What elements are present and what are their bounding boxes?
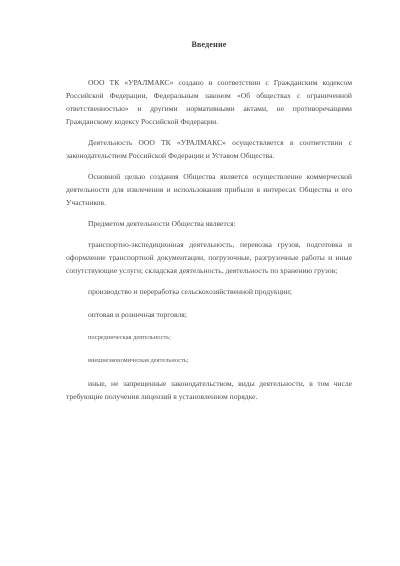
paragraph-4: Предметом деятельности Общества является: [88, 219, 236, 228]
list-item-3: посредническая деятельность; [88, 334, 171, 341]
paragraph-5: транспортно-экспедиционная деятельность, перевозка грузов, подготовка и оформление транспортной документации, погрузочные, разгрузочные работы и иные сопутствующие услуги; складская деятельность, деятельность по хранению грузов; [66, 240, 352, 275]
list-item-5: иные, не запрещенные законодательством, виды деятельности, в том числе требующие получения лицензий в установленном порядке. [66, 379, 352, 401]
paragraph-3: Основной целью создания Общества является осуществление коммерческой деятельности для извлечения и использования прибыли в интересах Общества и его Участников. [66, 172, 352, 207]
document-title: Введение [191, 40, 227, 49]
list-item-4: внешнеэкономическая деятельность; [88, 357, 189, 364]
paragraph-1: ООО ТК «УРАЛМАКС» создано в соответствии с Гражданским кодексом Российской Федерации, Федеральным законом «Об обществах с ограниченной ответственностью» и другими нормативными актами, не противоречащими Гражданскому кодексу Российской Федерации. [66, 78, 352, 126]
paragraph-2: Деятельность ООО ТК «УРАЛМАКС» осуществляется в соответствии с законодательством Российской Федерации и Уставом Общества. [66, 138, 352, 160]
list-item-1: производство и переработка сельскохозяйственной продукции; [88, 287, 292, 296]
list-item-2: оптовая и розничная торговля; [88, 310, 187, 319]
